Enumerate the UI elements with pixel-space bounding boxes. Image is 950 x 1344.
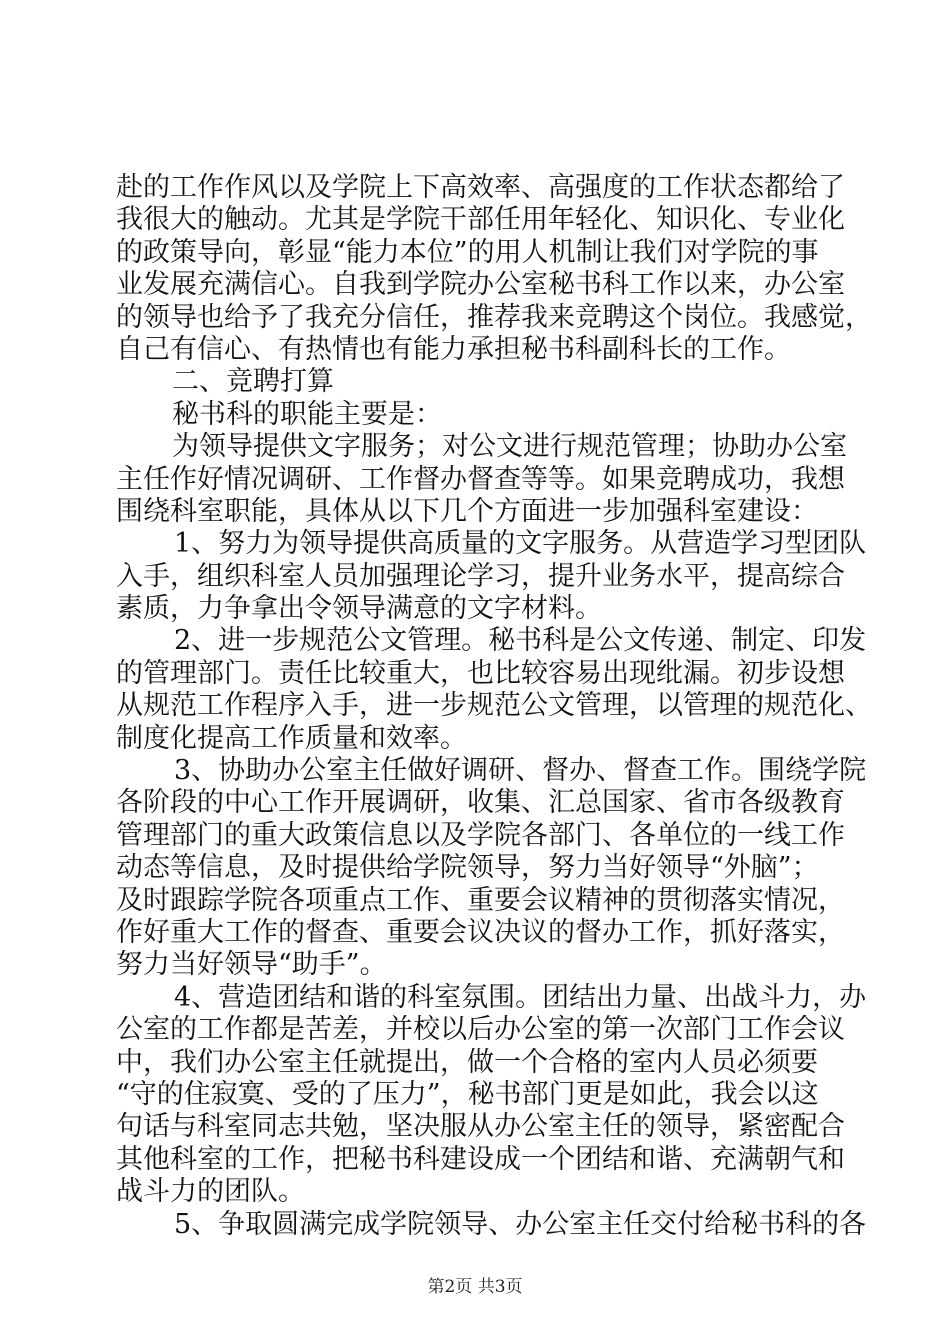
text-line: 公室的工作都是苦差，并校以后办公室的第一次部门工作会议	[116, 1014, 845, 1046]
text-line: 主任作好情况调研、工作督办督查等等。如果竞聘成功，我想	[116, 463, 845, 495]
text-line: 入手，组织科室人员加强理论学习，提升业务水平，提高综合	[116, 560, 845, 592]
text-line: 中，我们办公室主任就提出，做一个合格的室内人员必须要	[116, 1046, 818, 1078]
text-line: 从规范工作程序入手，进一步规范公文管理，以管理的规范化、	[116, 690, 872, 722]
text-line: 2、进一步规范公文管理。秘书科是公文传递、制定、印发	[174, 625, 867, 657]
text-line: 自己有信心、有热情也有能力承担秘书科副科长的工作。	[116, 333, 791, 365]
text-line: 的政策导向，彰显“能力本位”的用人机制让我们对学院的事	[116, 236, 819, 268]
text-line: 为领导提供文字服务；对公文进行规范管理；协助办公室	[172, 431, 847, 463]
text-line: 4、营造团结和谐的科室氛围。团结出力量、出战斗力，办	[174, 981, 867, 1013]
body-text	[116, 172, 872, 1241]
text-line: “守的住寂寞、受的了压力”，秘书部门更是如此，我会以这	[116, 1078, 819, 1110]
text-line: 作好重大工作的督查、重要会议决议的督办工作，抓好落实，	[116, 916, 845, 948]
section-heading: 二、竞聘打算	[172, 366, 334, 398]
text-line: 3、协助办公室主任做好调研、督办、督查工作。围绕学院	[174, 755, 867, 787]
text-line: 秘书科的职能主要是：	[172, 398, 442, 430]
text-line: 1、努力为领导提供高质量的文字服务。从营造学习型团队	[174, 528, 867, 560]
text-line: 素质，力争拿出令领导满意的文字材料。	[116, 593, 602, 625]
text-line: 赴的工作作风以及学院上下高效率、高强度的工作状态都给了	[116, 172, 845, 203]
text-line: 制度化提高工作质量和效率。	[116, 722, 467, 754]
text-line: 动态等信息，及时提供给学院领导，努力当好领导“外脑”；	[116, 852, 819, 884]
text-line: 的管理部门。责任比较重大，也比较容易出现纰漏。初步设想	[116, 657, 845, 689]
text-line: 及时跟踪学院各项重点工作、重要会议精神的贯彻落实情况，	[116, 884, 845, 916]
text-line: 句话与科室同志共勉，坚决服从办公室主任的领导，紧密配合	[116, 1111, 845, 1143]
text-line: 的领导也给予了我充分信任，推荐我来竞聘这个岗位。我感觉，	[116, 301, 872, 333]
text-line: 战斗力的团队。	[116, 1176, 305, 1208]
text-line: 努力当好领导“助手”。	[116, 949, 387, 981]
text-line: 我很大的触动。尤其是学院干部任用年轻化、知识化、专业化	[116, 204, 845, 236]
page-number-footer: 第2页 共3页	[427, 1277, 523, 1297]
text-line: 围绕科室职能，具体从以下几个方面进一步加强科室建设：	[116, 495, 818, 527]
text-line: 其他科室的工作，把秘书科建设成一个团结和谐、充满朝气和	[116, 1143, 845, 1175]
text-line: 管理部门的重大政策信息以及学院各部门、各单位的一线工作	[116, 819, 845, 851]
text-line: 5、争取圆满完成学院领导、办公室主任交付给秘书科的各	[174, 1208, 867, 1240]
text-line: 业发展充满信心。自我到学院办公室秘书科工作以来，办公室	[116, 269, 845, 301]
text-line: 各阶段的中心工作开展调研，收集、汇总国家、省市各级教育	[116, 787, 845, 819]
